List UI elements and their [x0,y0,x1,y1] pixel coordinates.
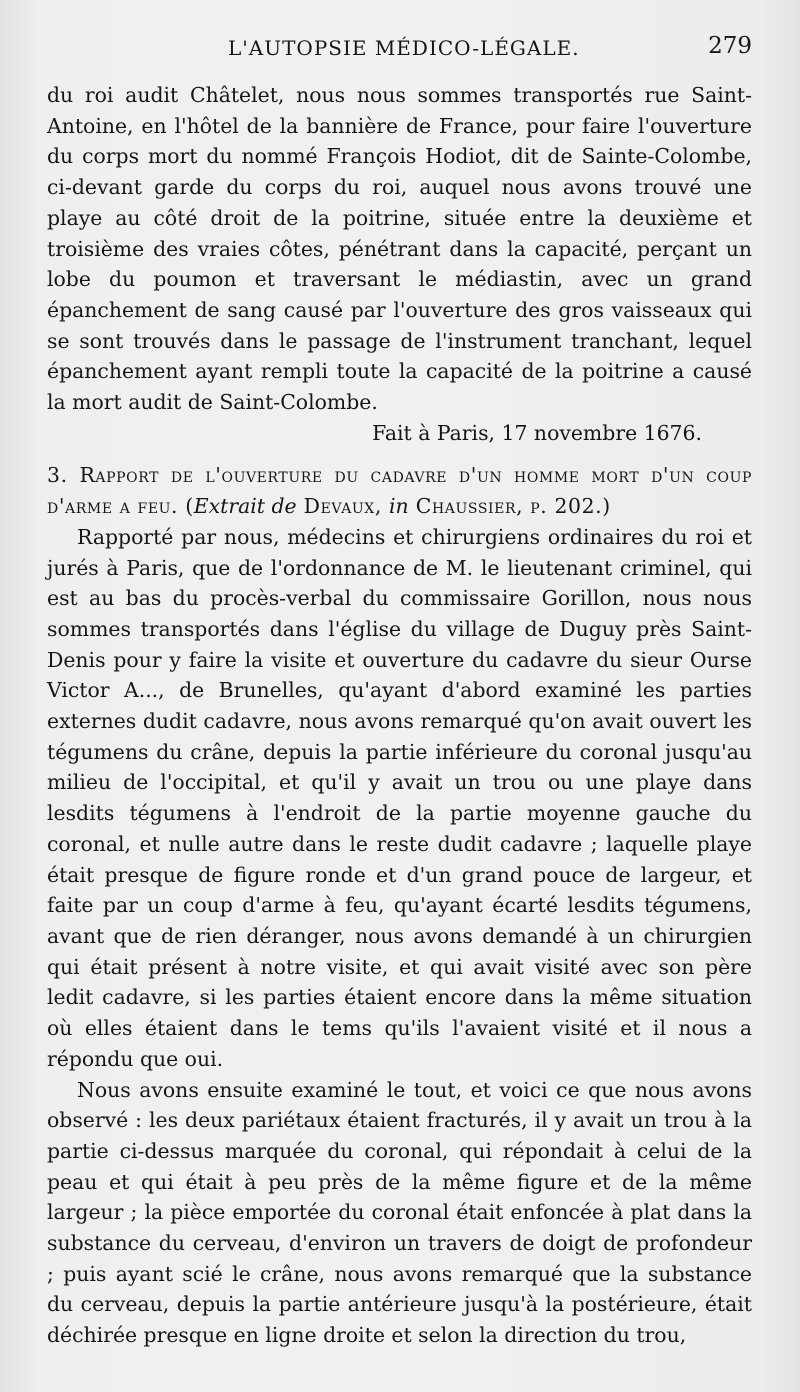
running-title: L'AUTOPSIE MÉDICO-LÉGALE. [228,36,580,60]
dated-signature: Fait à Paris, 17 novembre 1676. [372,420,702,445]
page-number: 279 [708,33,752,59]
section-heading [47,460,752,521]
section-heading-extrait: Extrait de [193,494,297,519]
paragraph-report: Rapporté par nous, médecins et chirurgiens ordinaires du roi et jurés à Paris, que de l'ordonnance de M. le lieutenant criminel, qui est au bas du procès-verbal du commissaire Gorillon, nous nous sommes transportés dans l'église du village de Duguy près Saint-Denis pour y faire la visite et ouverture du cadavre du sieur Ourse Victor A..., de Brunelles, qu'ayant d'abord examiné les parties externes dudit cadavre, nous avons remarqué qu'on avait ouvert les tégumens du crâne, depuis la partie inférieure du coronal jusqu'au milieu de l'occipital, et qu'il y avait un trou ou une playe dans lesdits tégumens à l'endroit de la partie moyenne gauche du coronal, et nulle autre dans le reste dudit cadavre ; laquelle playe était presque de figure ronde et d'un grand pouce de largeur, et faite par un coup d'arme à feu, qu'ayant écarté lesdits tégumens, avant que de rien déranger, nous avons demandé à un chirurgien qui était présent à notre visite, et qui avait visité avec son père ledit cadavre, si les parties étaient encore dans la même situation où elles étaient dans le tems qu'ils l'avaient visité et il nous a répondu que oui. [47,524,752,1071]
paragraph-examination: Nous avons ensuite examiné le tout, et voici ce que nous avons observé : les deux pariétaux étaient fracturés, il y avait un trou à la partie ci-dessus marquée du coronal, qui répondait à celui de la peau et qui était à peu près de la même figure et de la même largeur ; la pièce emportée du coronal était enfoncée à plat dans la substance du cerveau, d'environ un travers de doigt de profondeur ; puis ayant scié le crâne, nous avons remarqué que la substance du cerveau, depuis la partie antérieure jusqu'à la postérieure, était déchirée presque en ligne droite et selon la direction du trou, [47,1077,752,1348]
page-header [0,33,800,68]
section-heading-in: in [389,494,409,519]
section-heading-title: 3. Rapport de l'ouverture du cadavre d'un homme mort d'un coup d'arme a feu. ( [47,463,752,519]
section-heading-devaux: Devaux, [296,494,390,519]
paragraph-continued: du roi audit Châtelet, nous nous sommes transportés rue Saint-Antoine, en l'hôtel de la bannière de France, pour faire l'ouverture du corps mort du nommé François Hodiot, dit de Sainte-Colombe, ci-devant garde du corps du roi, auquel nous avons trouvé une playe au côté droit de la poitrine, située entre la deuxième et troisième des vraies côtes, pénétrant dans la capacité, perçant un lobe du poumon et traversant le médiastin, avec un grand épanchement de sang causé par l'ouverture des gros vaisseaux qui se sont trouvés dans le passage de l'instrument tranchant, lequel épanchement ayant rempli toute la capacité de la poitrine a causé la mort audit de Saint-Colombe. [47,83,752,415]
section-heading-chaussier: Chaussier, p. 202.) [408,494,611,519]
body-text [47,80,752,1351]
